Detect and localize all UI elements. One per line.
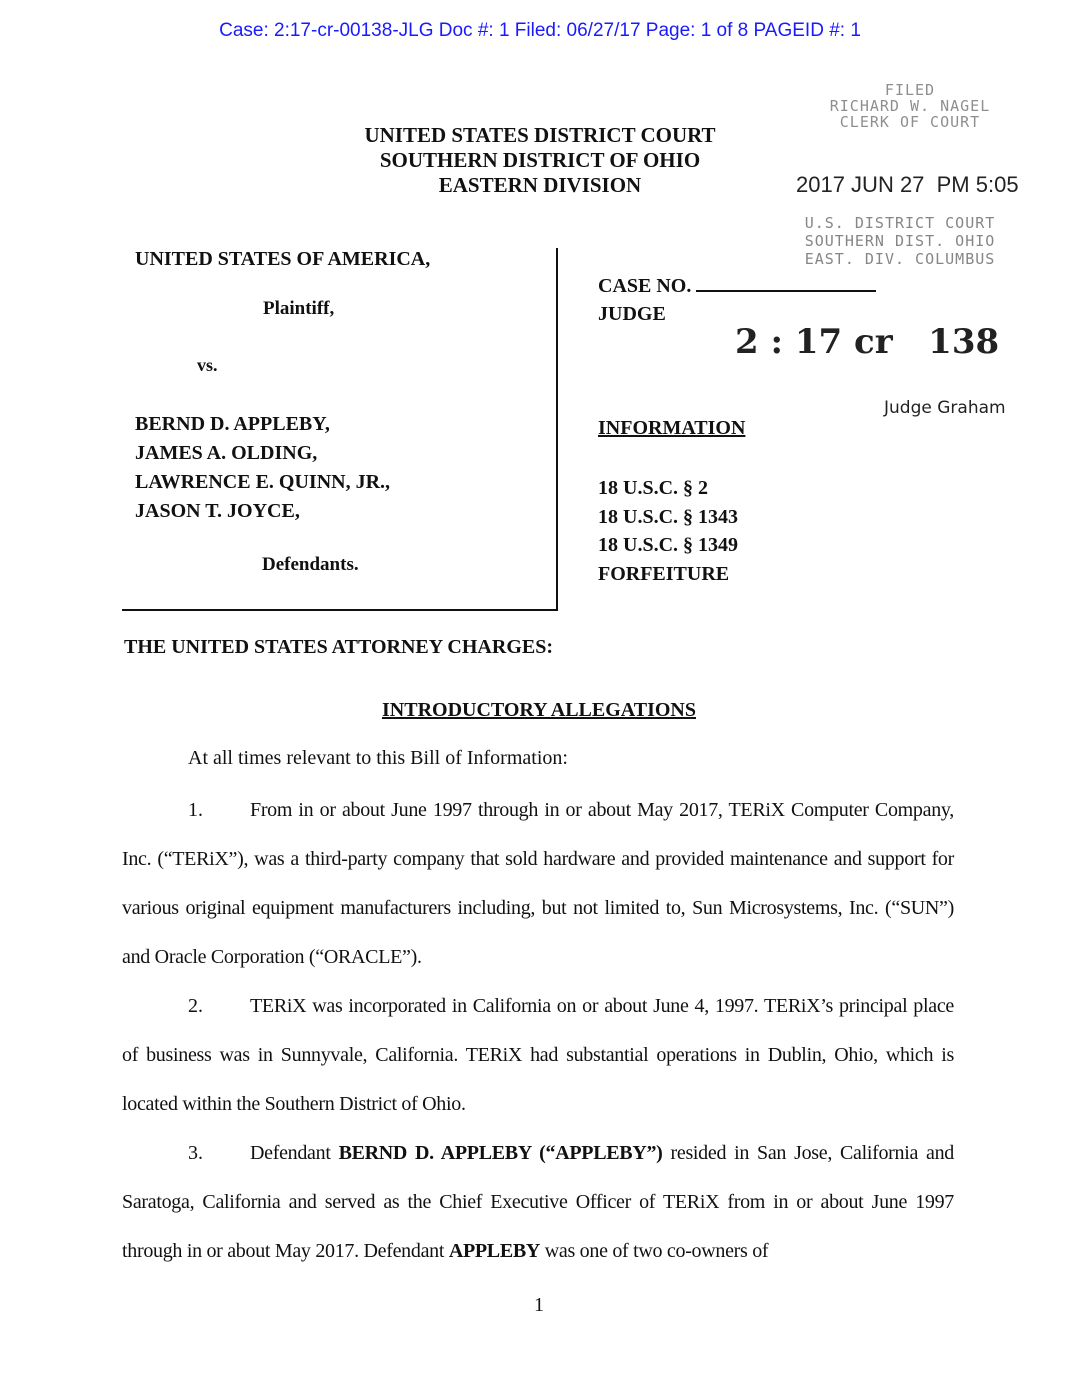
stamp-line: FILED [884,81,936,99]
case-number-stamp: 2 : 17 cr 138 [735,322,1000,362]
stamp-line: U.S. DISTRICT COURT [804,214,996,232]
paragraph-text: TERiX was incorporated in California on or about June 4, 1997. TERiX’s principal place of business was in Sunnyvale, California. TERiX had substantial operations in Dublin, Ohio, which is located within the Southern District of Ohio. [122,995,954,1115]
stamp-line: RICHARD W. NAGEL [829,97,991,115]
defendants-label: Defendants. [262,554,359,575]
charges-heading: THE UNITED STATES ATTORNEY CHARGES: [124,636,553,658]
paragraph-text: From in or about June 1997 through in or about May 2017, TERiX Computer Company, Inc. (“TERiX”), was a third-party company that sold hardware and provided maintenance and support for various original equipment manufacturers including, but not limited to, Sun Microsystems, Inc. (“SUN”) and Oracle Corporation (“ORACLE”). [122,799,954,968]
paragraph-text: was one of two co-owners of [540,1240,769,1262]
case-no-blank [696,290,876,292]
caption-underline [122,609,558,611]
defendant: LAWRENCE E. QUINN, JR., [135,471,391,493]
statute: 18 U.S.C. § 1349 [598,534,739,556]
body-text [122,786,954,1317]
paragraph-number: 2. [188,995,203,1017]
court-line: UNITED STATES DISTRICT COURT [364,123,716,147]
case-no-label [598,275,876,298]
defendant: JAMES A. OLDING, [135,442,318,464]
court-name [300,123,780,198]
statute: FORFEITURE [598,562,730,585]
stamp-location [800,214,1000,268]
defendants-list [135,410,390,526]
page-number: 1 [534,1294,544,1316]
stamp-datetime: 2017 JUN 27 PM 5:05 [796,172,1019,197]
intro-line: At all times relevant to this Bill of Information: [188,747,568,769]
paragraph-text: resided in San Jose, California and Saratoga, California and served as the Chief Executive Officer of TERiX from in or about June 1997 through in or about May 2017. Defendant [122,1142,954,1262]
statute: 18 U.S.C. § 1343 [598,505,739,528]
paragraph-3 [122,1129,954,1276]
court-line: SOUTHERN DISTRICT OF OHIO [379,148,701,172]
statutes-list [598,474,738,588]
plaintiff-label: Plaintiff, [263,298,335,319]
judge-label: JUDGE [598,303,666,325]
paragraph-number: 1. [188,799,203,821]
document-type-text: INFORMATION [598,417,746,439]
document-type [598,417,745,440]
section-heading-text: INTRODUCTORY ALLEGATIONS [382,699,696,721]
case-header: Case: 2:17-cr-00138-JLG Doc #: 1 Filed: 06/27/17 Page: 1 of 8 PAGEID #: 1 [219,20,861,41]
statute: 18 U.S.C. § 2 [598,477,709,499]
stamp-line: CLERK OF COURT [839,113,981,131]
vs-label: vs. [197,355,218,375]
caption-divider [556,248,558,610]
section-heading [0,699,1078,722]
court-line: EASTERN DIVISION [438,173,642,197]
paragraph-2 [122,982,954,1129]
case-no-text: CASE NO. [598,275,692,297]
stamp-line: EAST. DIV. COLUMBUS [804,250,996,268]
judge-stamp: Judge Graham [884,398,1006,418]
paragraph-1 [122,786,954,982]
defendant-name: BERND D. APPLEBY (“APPLEBY”) [338,1142,663,1164]
defendant: BERND D. APPLEBY, [135,413,330,435]
filing-stamp [800,82,1020,130]
paragraph-text: Defendant [250,1142,339,1164]
plaintiff-name: UNITED STATES OF AMERICA, [135,248,431,270]
stamp-line: SOUTHERN DIST. OHIO [804,232,996,250]
defendant: JASON T. JOYCE, [135,500,300,522]
defendant-name: APPLEBY [448,1240,541,1262]
paragraph-number: 3. [188,1142,203,1164]
